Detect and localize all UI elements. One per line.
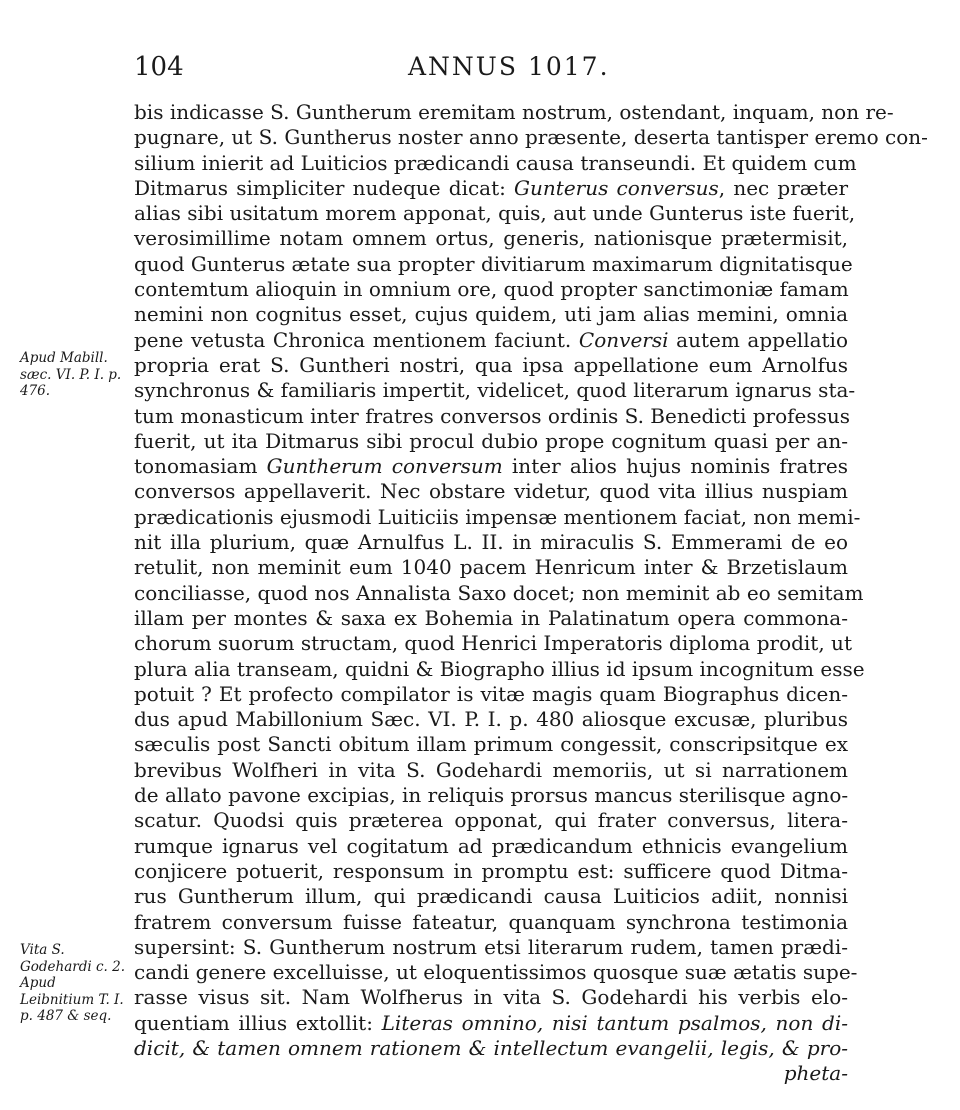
text-segment: retulit, non meminit eum 1040 pacem Henricum inter & Brzetislaum [134,555,848,580]
text-segment: alias sibi usitatum morem apponat, quis, aut unde Gunterus iste fuerit, [134,201,856,226]
text-line [134,555,848,580]
text-segment: silium inierit ad Luiticios prædicandi causa transeundi. Et quidem cum [134,150,857,175]
text-line [134,302,848,327]
text-segment: rus Guntherum illum, qui prædicandi causa Luiticios adiit, nonnisi [134,884,848,909]
text-line [134,277,848,302]
text-line [134,1061,848,1086]
text-segment: propria erat S. Guntheri nostri, qua ipsa appellatione eum Arnolfus [134,352,848,377]
text-segment: inter alios hujus nominis fratres [502,454,849,479]
text-line [134,353,848,378]
text-line [134,176,848,201]
text-line [134,758,848,783]
text-line [134,150,857,176]
text-line [134,429,848,454]
text-line [134,910,848,935]
text-line [134,960,858,985]
text-line [134,682,848,707]
text-line [134,985,848,1010]
text-line [134,606,848,631]
text-line [134,328,848,353]
text-segment: chorum suorum structam, quod Henrici Imperatoris diploma prodit, ut [134,631,852,656]
italic-text: Gunterus conversus [514,175,719,200]
text-segment: potuit ? Et profecto compilator is vitæ magis quam Biographus dicen- [134,681,848,706]
text-line [134,125,928,150]
italic-text: dicit, & tamen omnem rationem & intellectum evangelii, legis, & pro- [134,1035,848,1060]
text-segment: prædicationis ejusmodi Luiticiis impensæ mentionem faciat, non memi- [134,504,861,529]
text-segment: conciliasse, quod nos Annalista Saxo docet; non meminit ab eo semitam [134,580,864,605]
text-line [134,808,848,833]
text-segment: scatur. Quodsi quis præterea opponat, qui frater conversus, litera- [134,808,848,833]
text-line [134,631,852,656]
text-segment: tum monasticum inter fratres conversos ordinis S. Benedicti professus [134,403,851,428]
text-line [134,859,848,884]
italic-text: Guntherum conversum [266,454,503,479]
text-segment: pugnare, ut S. Guntherus noster anno præsente, deserta tantisper eremo con- [134,125,928,150]
italic-text: pheta- [783,1061,848,1086]
text-segment: contemtum alioquin in omnium ore, quod propter sanctimoniæ famam [134,277,849,302]
body-text [134,100,928,1087]
text-segment: synchronus & familiaris impertit, videlicet, quod literarum ignarus sta- [134,378,856,403]
text-segment: sæculis post Sancti obitum illam primum congessit, conscripsitque ex [134,732,848,757]
text-line [134,935,848,960]
text-line [134,656,865,682]
text-line [134,226,848,251]
text-segment: supersint: S. Guntherum nostrum etsi literarum rudem, tamen prædi- [134,934,848,959]
text-segment: nemini non cognitus esset, cujus quidem, uti jam alias memini, omnia [134,302,848,327]
text-segment: Ditmarus simpliciter nudeque dicat: [134,175,515,200]
text-line [134,1011,848,1036]
text-line [134,580,864,606]
text-line [134,100,894,125]
text-segment: quod Gunterus ætate sua propter divitiarum maximarum dignitatisque [134,251,853,276]
running-head: ANNUS 1017. [408,52,610,81]
text-segment: rasse visus sit. Nam Wolfherus in vita S. Godehardi his verbis elo- [134,985,848,1010]
text-segment: candi genere excelluisse, ut eloquentissimos quosque suæ ætatis supe- [134,960,858,985]
text-line [134,783,848,808]
text-segment: illam per montes & saxa ex Bohemia in Palatinatum opera commona- [134,605,848,630]
text-segment: dus apud Mabillonium Sæc. VI. P. I. p. 480 aliosque excusæ, pluribus [134,707,848,732]
italic-text: Conversi [578,327,669,352]
text-line [134,201,856,226]
text-segment: conversos appellaverit. Nec obstare videtur, quod vita illius nuspiam [134,479,848,504]
text-segment: rumque ignarus vel cogitatum ad prædicandum ethnicis evangelium [134,833,848,858]
text-segment: brevibus Wolfheri in vita S. Godehardi memoriis, ut si narrationem [134,757,848,782]
text-line [134,707,848,732]
text-segment: nit illa plurium, quæ Arnulfus L. II. in miraculis S. Emmerami de eo [134,530,848,555]
text-line [134,732,848,757]
text-segment: quentiam illius extollit: [134,1010,382,1035]
text-segment: fratrem conversum fuisse fateatur, quanquam synchrona testimonia [134,909,848,934]
text-line [134,479,848,504]
text-line [134,504,861,530]
text-segment: bis indicasse S. Guntherum eremitam nostrum, ostendant, inquam, non re- [134,100,894,124]
margin-note-mabillon: Apud Mabill. sæc. VI. P. I. p. 476. [20,350,122,399]
text-segment: autem appellatio [668,327,848,352]
text-line [134,834,848,859]
text-segment: plura alia transeam, quidni & Biographo illius id ipsum incognitum esse [134,656,865,681]
text-segment: , nec præter [718,175,849,200]
text-line [134,1036,848,1061]
text-line [134,454,848,479]
text-segment: verosimillime notam omnem ortus, generis, nationisque prætermisit, [134,226,848,251]
text-segment: conjicere potuerit, responsum in promptu est: sufficere quod Ditma- [134,858,848,883]
text-segment: tonomasiam [134,454,267,479]
text-line [134,251,853,277]
text-segment: de allato pavone excipias, in reliquis prorsus mancus sterilisque agno- [134,783,849,808]
text-segment: fuerit, ut ita Ditmarus sibi procul dubio prope cognitum quasi per an- [134,428,848,453]
text-line [134,884,848,909]
page-number: 104 [134,52,184,82]
italic-text: Literas omnino, nisi tantum psalmos, non di- [381,1010,848,1035]
text-line [134,403,851,429]
text-segment: pene vetusta Chronica mentionem faciunt. [134,327,579,352]
text-line [134,378,856,403]
text-line [134,530,848,555]
margin-note-vita-godehardi: Vita S. Godehardi c. 2. Apud Leibnitium T. I. p. 487 & seq. [20,942,126,1024]
